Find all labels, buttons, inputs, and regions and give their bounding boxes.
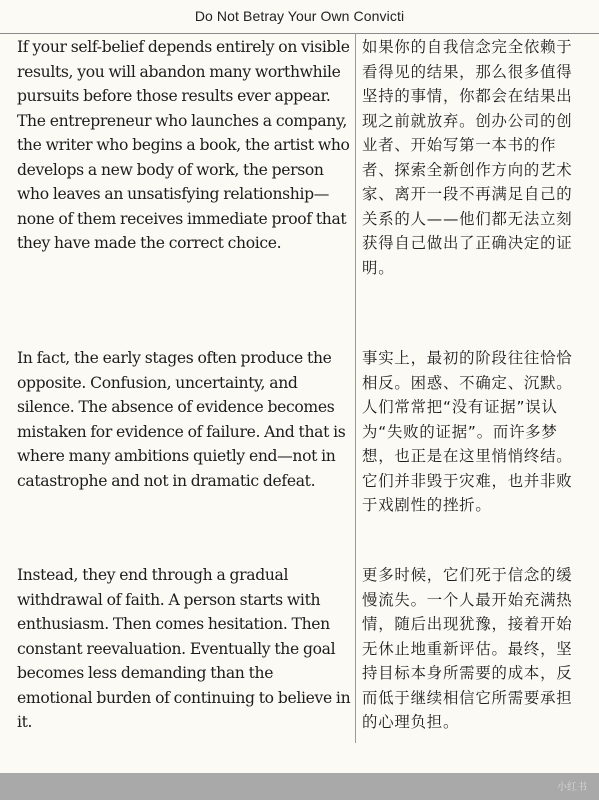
english-paragraph-2: In fact, the early stages often produce the opposite. Confusion, uncertainty, and silence. The absence of evidence becomes mistaken for evidence of failure. And that is where many ambitions quietly end—not in catastrophe and not in dramatic defeat.	[17, 349, 346, 490]
footer-bar	[0, 773, 599, 800]
english-paragraph-1: If your self-belief depends entirely on visible results, you will abandon many worthwhile pursuits before those results ever appear. The entrepreneur who launches a company, the writer who begins a book, the artist who develops a new body of work, the person who leaves an unsatisfying relationship—none of them receives immediate proof that they have made the correct choice.	[17, 38, 350, 252]
chinese-paragraph-2: 事实上，最初的阶段往往恰恰相反。困惑、不确定、沉默。人们常常把“没有证据”误认为“失败的证据”。而许多梦想，也正是在这里悄悄终结。它们并非毁于灾难，也并非败于戏剧性的挫折。	[362, 349, 573, 514]
page-title: Do Not Betray Your Own Convicti	[194, 8, 405, 24]
english-paragraph-3: Instead, they end through a gradual withdrawal of faith. A person starts with enthusiasm. Then comes hesitation. Then constant reevaluation. Eventually the goal becomes less demanding than the emotional burden of continuing to believe in it.	[17, 566, 351, 731]
column-divider	[355, 33, 356, 743]
chinese-paragraph-3: 更多时候，它们死于信念的缓慢流失。一个人最开始充满热情，随后出现犹豫，接着开始无休止地重新评估。最终，坚持目标本身所需要的成本，反而低于继续相信它所需要承担的心理负担。	[362, 566, 573, 731]
chinese-paragraph-1: 如果你的自我信念完全依赖于看得见的结果，那么很多值得坚持的事情，你都会在结果出现之前就放弃。创办公司的创业者、开始写第一本书的作者、探索全新创作方向的艺术家、离开一段不再满足自己的关系的人——他们都无法立刻获得自己做出了正确决定的证明。	[362, 38, 573, 277]
watermark-text: 小红书	[557, 782, 587, 793]
page-header	[0, 0, 599, 34]
